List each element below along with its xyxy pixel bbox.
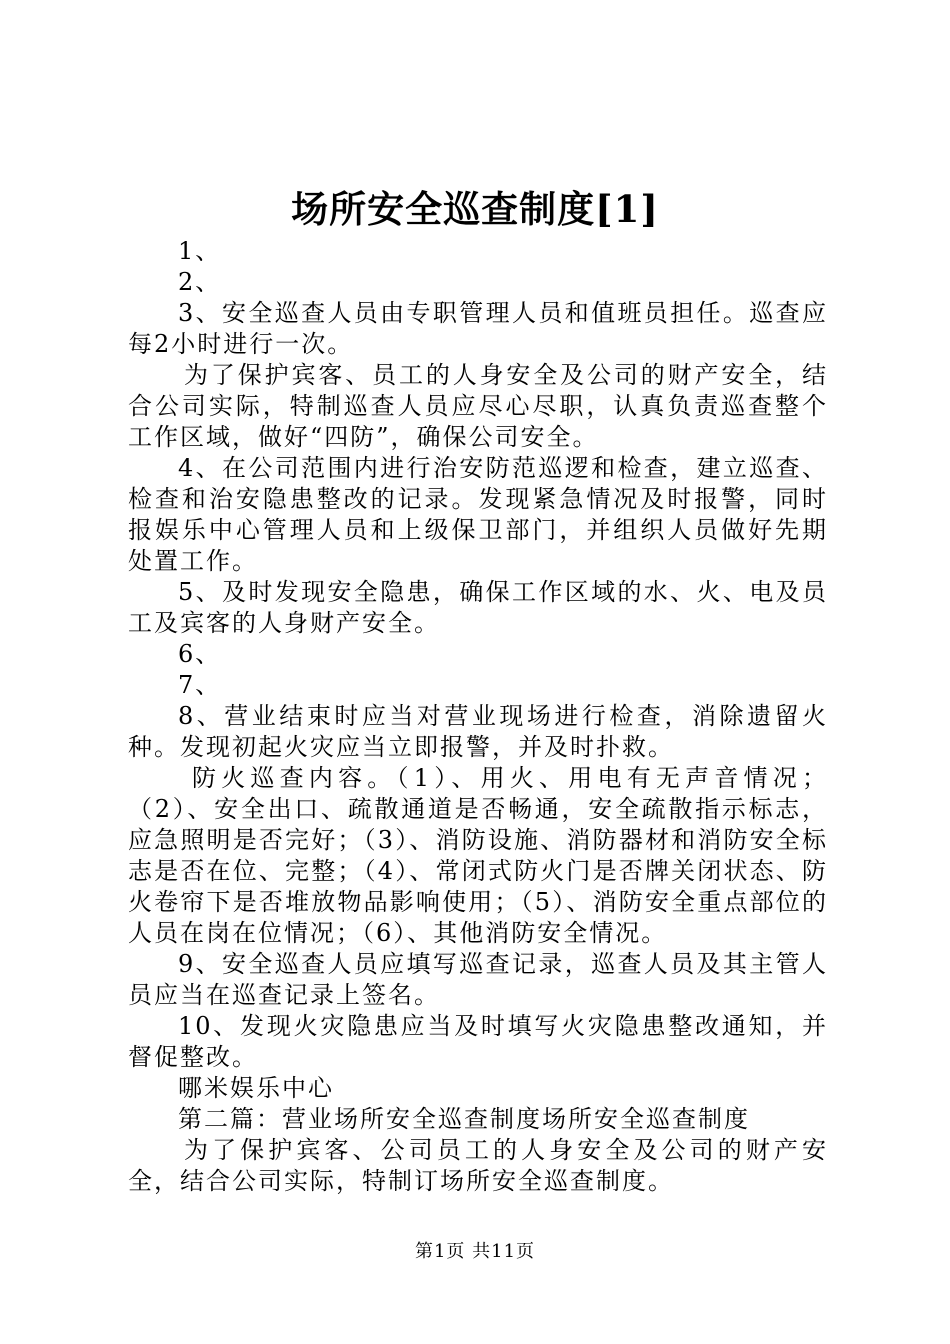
document-title: 场所安全巡查制度[1] <box>291 187 659 231</box>
paragraph-item-3: 3、安全巡查人员由专职管理人员和值班员担任。巡查应每2小时进行一次。 <box>128 299 828 358</box>
paragraph-item-4: 4、在公司范围内进行治安防范巡逻和检查，建立巡查、检查和治安隐患整改的记录。发现紧急情况及时报警，同时报娱乐中心管理人员和上级保卫部门，并组织人员做好先期处置工作。 <box>128 454 828 575</box>
paragraph-item-7: 7、 <box>178 671 222 699</box>
paragraph-section-intro: 为了保护宾客、公司员工的人身安全及公司的财产安全，结合公司实际，特制订场所安全巡查制度。 <box>128 1136 828 1195</box>
paragraph-fire-patrol: 防火巡查内容。（1）、用火、用电有无声音情况；（2）、安全出口、疏散通道是否畅通，安全疏散指示标志，应急照明是否完好；（3）、消防设施、消防器材和消防安全标志是否在位、完整；（4）、常闭式防火门是否牌关闭状态、防火卷帘下是否堆放物品影响使用；（5）、消防安全重点部位的人员在岗在位情况；（6）、其他消防安全情况。 <box>128 764 828 947</box>
paragraph-item-8: 8、营业结束时应当对营业现场进行检查，消除遗留火种。发现初起火灾应当立即报警，并及时扑救。 <box>128 702 828 761</box>
page-number-footer: 第1页 共11页 <box>414 1241 536 1262</box>
paragraph-item-1: 1、 <box>178 237 222 265</box>
paragraph-item-5: 5、及时发现安全隐患，确保工作区域的水、火、电及员工及宾客的人身财产安全。 <box>128 578 828 637</box>
document-body <box>128 236 828 1197</box>
paragraph-item-10: 10、发现火灾隐患应当及时填写火灾隐患整改通知，并督促整改。 <box>128 1012 828 1071</box>
paragraph-item-9: 9、安全巡查人员应填写巡查记录，巡查人员及其主管人员应当在巡查记录上签名。 <box>128 950 828 1009</box>
paragraph-section-heading: 第二篇：营业场所安全巡查制度场所安全巡查制度 <box>178 1105 750 1133</box>
paragraph-item-2: 2、 <box>178 268 222 296</box>
paragraph-intro: 为了保护宾客、员工的人身安全及公司的财产安全，结合公司实际，特制巡查人员应尽心尽职，认真负责巡查整个工作区域，做好“四防”，确保公司安全。 <box>128 361 828 451</box>
paragraph-item-6: 6、 <box>178 640 222 668</box>
paragraph-signature: 哪米娱乐中心 <box>178 1074 334 1102</box>
